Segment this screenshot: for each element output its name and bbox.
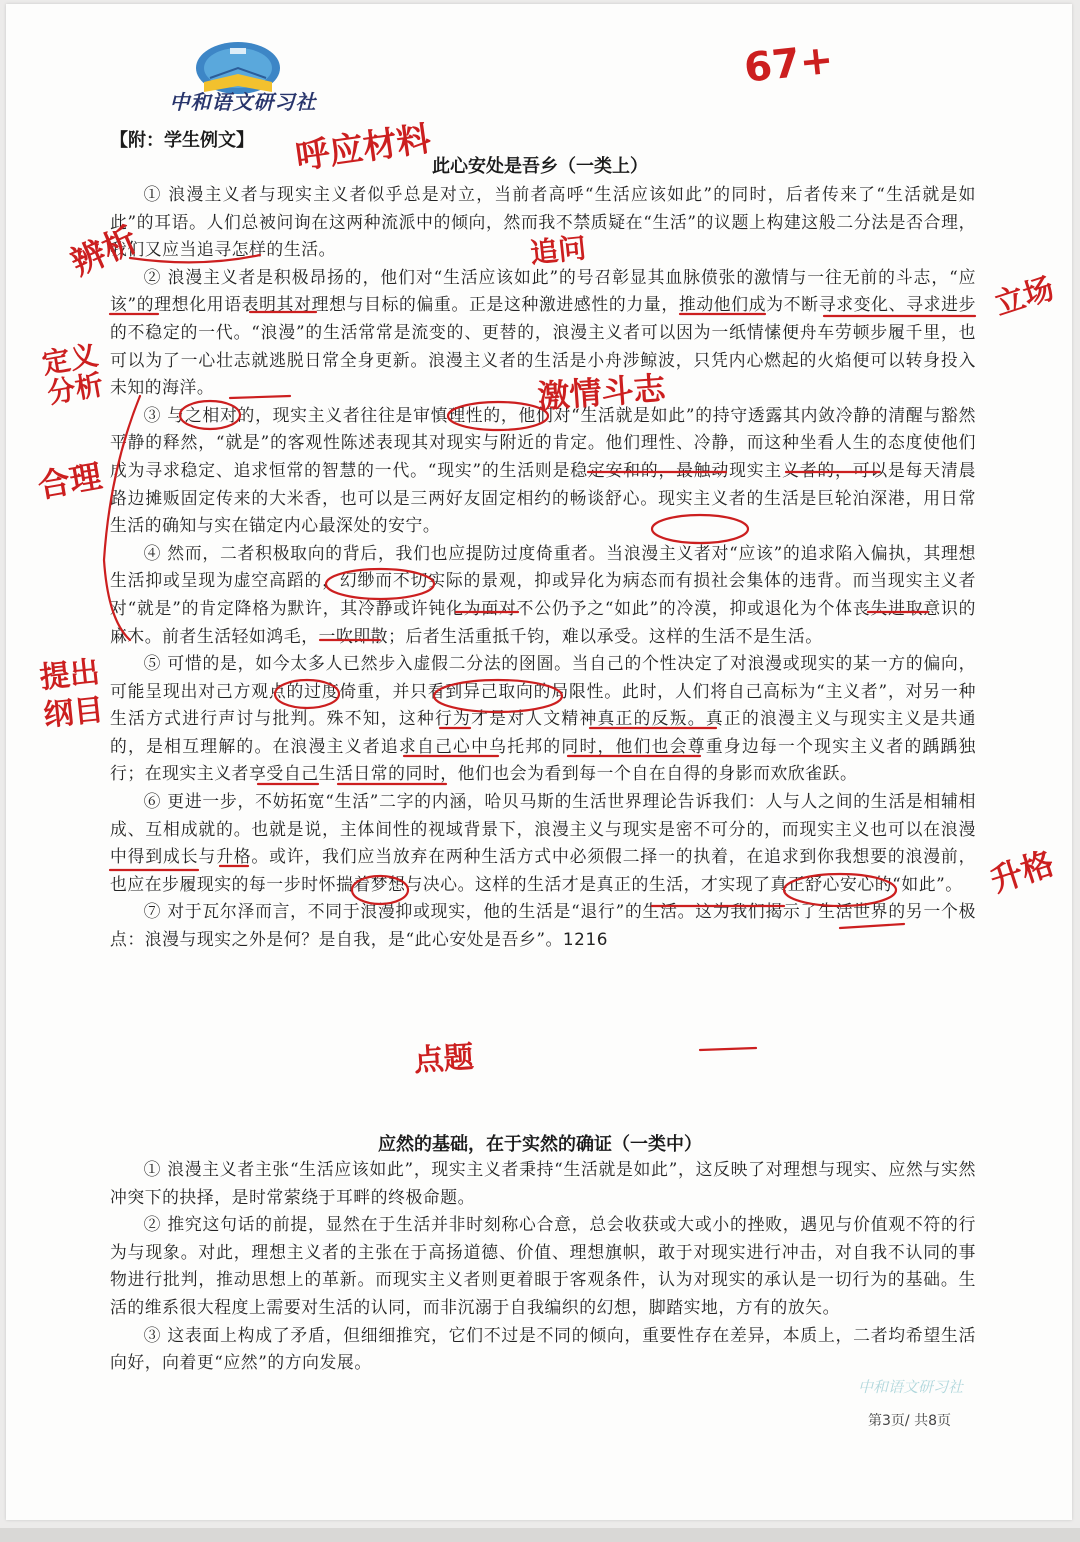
score-annotation: 67+ xyxy=(742,36,836,92)
watermark: 中和语文研习社 xyxy=(858,1378,964,1396)
essay-1-paragraph xyxy=(110,898,976,953)
essay-1-paragraph: ③ 与之相对的，现实主义者往往是审慎理性的，他们对“生活就是如此”的持守透露其内敛冷静的清醒与豁然平静的释然，“就是”的客观性陈述表现其对现实与附近的肯定。他们理性、冷静，而这种坐看人生的态度使他们成为寻求稳定、追求恒常的智慧的一代。“现实”的生活则是稳定安和的，最触动现实主义者的，可以是每天清晨路边摊贩固定传来的大米香，也可以是三两好友固定相约的畅谈舒心。现实主义者的生活是巨轮泊深港，用日常生活的确知与实在锚定内心最深处的安宁。 xyxy=(110,404,976,536)
margin-note-ask: 追问 xyxy=(528,231,588,270)
margin-note-outline: 提出纲目 xyxy=(38,654,106,734)
margin-note-define: 定义分析 xyxy=(39,338,106,411)
page-number: 第3页/ 共8页 xyxy=(868,1413,951,1429)
margin-note-debate: 辨析 xyxy=(65,219,144,284)
page-bottom-gap xyxy=(0,1528,1080,1542)
essay-1-paragraph: ⑥ 更进一步，不妨拓宽“生活”二字的内涵，哈贝马斯的生活世界理论告诉我们：人与人之间的生活是相辅相成、互相成就的。也就是说，主体间性的视域背景下，浪漫主义与现实是密不可分的，而现实主义也可以在浪漫中得到成长与升格。或许，我们应当放弃在两种生活方式中必须假二择一的执着，在追求到你我想要的浪漫前，也应在步履现实的每一步时怀揣着梦想与决心。这样的生活才是真正的生活，才实现了真正舒心安心的“如此”。 xyxy=(110,791,976,894)
essay-2-paragraph: ① 浪漫主义者主张“生活应该如此”，现实主义者秉持“生活就是如此”，这反映了对理想与现实、应然与实然冲突下的抉择，是时常萦绕于耳畔的终极命题。 xyxy=(110,1159,976,1207)
margin-note-material: 呼应材料 xyxy=(293,118,434,178)
margin-note-stance: 立场 xyxy=(990,271,1059,323)
society-logo-text: 中和语文研习社 xyxy=(169,90,317,114)
margin-note-level: 升格 xyxy=(985,843,1059,900)
essay-2-title: 应然的基础，在于实然的确证（一类中） xyxy=(378,1134,702,1155)
margin-note-close: 点题 xyxy=(412,1039,475,1079)
essay-1-paragraph: ② 浪漫主义者是积极昂扬的，他们对“生活应该如此”的号召彰显其血脉偾张的激情与一往无前的斗志，“应该”的理想化用语表明其对理想与目标的偏重。正是这种激进感性的力量，推动他们成为不断寻求变化、寻求进步的不稳定的一代。“浪漫”的生活常常是流变的、更替的，浪漫主义者可以因为一纸情愫便舟车劳顿步履千里，也可以为了一心壮志就逃脱日常全身更新。浪漫主义者的生活是小舟涉鲸波，只凭内心燃起的火焰便可以转身投入未知的海洋。 xyxy=(110,266,976,398)
margin-note-reason: 合理 xyxy=(35,456,105,506)
word-count: 1216 xyxy=(562,929,609,950)
margin-note-passion: 激情斗志 xyxy=(536,369,667,416)
essay-1-paragraph: ④ 然而，二者积极取向的背后，我们也应提防过度倚重者。当浪漫主义者对“应该”的追求陷入偏执，其理想生活抑或呈现为虚空高蹈的，幻缈而不切实际的景观，抑或异化为病态而有损社会集体的违背。而当现实主义者对“就是”的肯定降格为默许，其冷静或许钝化为面对不公仍予之“如此”的冷漠，抑或退化为个体丧失进取意识的麻木。前者生活轻如鸿毛，一吹即散；后者生活重抵千钧，难以承受。这样的生活不是生活。 xyxy=(110,542,976,646)
essay-1-paragraph: ⑤ 可惜的是，如今太多人已然步入虚假二分法的囹圄。当自己的个性决定了对浪漫或现实的某一方的偏向，可能呈现出对己方观点的过度倚重，并只看到异己取向的局限性。此时，人们将自己高标为“主义者”，对另一种生活方式进行声讨与批判。殊不知，这种行为才是对人文精神真正的反叛。真正的浪漫主义与现实主义是共通的，是相互理解的。在浪漫主义者追求自己心中乌托邦的同时，他们也会尊重身边每一个现实主义者的踽踽独行；在现实主义者享受自己生活日常的同时，他们也会为看到每一个自在自得的身影而欢欣雀跃。 xyxy=(110,653,976,784)
essay-1-body xyxy=(110,181,976,954)
essay-1-paragraph: ① 浪漫主义者与现实主义者似乎总是对立，当前者高呼“生活应该如此”的同时，后者传来了“生活就是如此”的耳语。人们总被问询在这两种流派中的倾向，然而我不禁质疑在“生活”的议题上构建这般二分法是否合理，我们又应当追寻怎样的生活。 xyxy=(110,184,976,260)
appendix-label: 【附：学生例文】 xyxy=(110,130,254,151)
essay-2-paragraph: ③ 这表面上构成了矛盾，但细细推究，它们不过是不同的倾向，重要性存在差异，本质上，二者均希望生活向好，向着更“应然”的方向发展。 xyxy=(110,1324,976,1373)
essay-1-title: 此心安处是吾乡（一类上） xyxy=(432,156,648,177)
essay-1-last-text: ⑦ 对于瓦尔泽而言，不同于浪漫抑或现实，他的生活是“退行”的生活。这为我们揭示了生活世界的另一个极点：浪漫与现实之外是何？是自我，是“此心安处是吾乡”。 xyxy=(110,901,976,950)
essay-2-paragraph: ② 推究这句话的前提，显然在于生活并非时刻称心合意，总会收获或大或小的挫败，遇见与价值观不符的行为与现象。对此，理想主义者的主张在于高扬道德、价值、理想旗帜，敢于对现实进行冲击，对自我不认同的事物进行批判，推动思想上的革新。而现实主义者则更着眼于客观条件，认为对现实的承认是一切行为的基础。生活的维系很大程度上需要对生活的认同，而非沉溺于自我编织的幻想，脚踏实地，方有的放矢。 xyxy=(110,1214,976,1317)
essay-2-body xyxy=(110,1156,976,1377)
